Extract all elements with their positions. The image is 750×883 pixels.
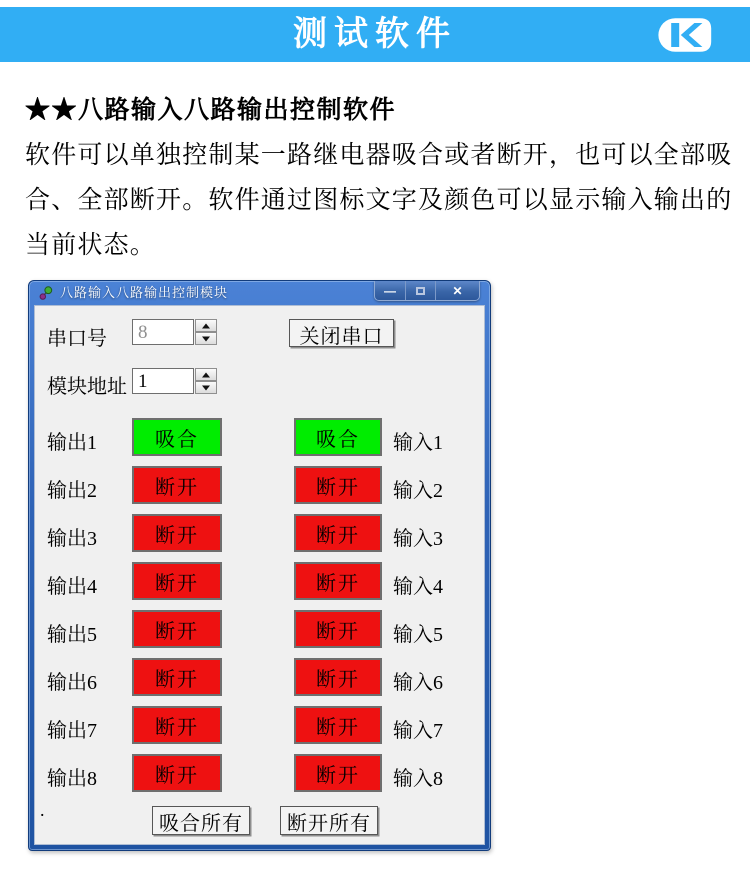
output-label: 输出8 bbox=[47, 768, 97, 790]
triangle-down-icon bbox=[202, 336, 210, 341]
input-state-indicator: 断开 bbox=[294, 610, 382, 648]
output-label: 输出1 bbox=[47, 432, 97, 454]
intro-paragraph bbox=[25, 133, 733, 268]
io-row-8 bbox=[35, 754, 484, 792]
input-label: 输入3 bbox=[393, 528, 443, 550]
input-state-indicator: 断开 bbox=[294, 466, 382, 504]
minimize-button[interactable]: — bbox=[375, 281, 405, 300]
module-address-spinner bbox=[195, 368, 217, 394]
output-label: 输出4 bbox=[47, 576, 97, 598]
io-row-2 bbox=[35, 466, 484, 504]
input-state-indicator: 断开 bbox=[294, 658, 382, 696]
input-label: 输入1 bbox=[393, 432, 443, 454]
triangle-up-icon bbox=[202, 372, 210, 377]
input-label: 输入5 bbox=[393, 624, 443, 646]
input-state-indicator: 断开 bbox=[294, 514, 382, 552]
input-label: 输入7 bbox=[393, 720, 443, 742]
output-state-button[interactable]: 断开 bbox=[132, 514, 222, 552]
output-label: 输出3 bbox=[47, 528, 97, 550]
serial-port-label: 串口号 bbox=[47, 328, 107, 350]
triangle-down-icon bbox=[202, 385, 210, 390]
io-row-4 bbox=[35, 562, 484, 600]
app-window bbox=[28, 280, 491, 851]
input-label: 输入2 bbox=[393, 480, 443, 502]
intro-line-1: 软件可以单独控制某一路继电器吸合或者断开，也可以全部吸 bbox=[25, 142, 733, 169]
engage-all-button[interactable]: 吸合所有 bbox=[152, 806, 250, 835]
page-header bbox=[0, 7, 750, 62]
close-button[interactable]: ✕ bbox=[435, 281, 479, 300]
spin-down-button[interactable] bbox=[195, 332, 217, 345]
k-mark-icon bbox=[656, 13, 712, 57]
square-outline-icon bbox=[416, 287, 425, 295]
input-state-indicator: 吸合 bbox=[294, 418, 382, 456]
io-row-7 bbox=[35, 706, 484, 744]
window-title: 八路输入八路输出控制模块 bbox=[60, 285, 229, 300]
close-serial-button[interactable]: 关闭串口 bbox=[289, 319, 394, 347]
output-label: 输出7 bbox=[47, 720, 97, 742]
input-label: 输入6 bbox=[393, 672, 443, 694]
input-state-indicator: 断开 bbox=[294, 754, 382, 792]
window-titlebar[interactable] bbox=[29, 281, 490, 305]
spin-up-button[interactable] bbox=[195, 368, 217, 381]
intro-heading: ★★八路输入八路输出控制软件 bbox=[25, 97, 397, 124]
module-address-label: 模块地址 bbox=[47, 376, 127, 398]
output-state-button[interactable]: 断开 bbox=[132, 610, 222, 648]
io-row-3 bbox=[35, 514, 484, 552]
input-state-indicator: 断开 bbox=[294, 562, 382, 600]
serial-port-input[interactable] bbox=[132, 319, 194, 345]
serial-port-spinner bbox=[195, 319, 217, 345]
output-state-button[interactable]: 断开 bbox=[132, 658, 222, 696]
io-row-6 bbox=[35, 658, 484, 696]
spin-down-button[interactable] bbox=[195, 381, 217, 394]
output-state-button[interactable]: 吸合 bbox=[132, 418, 222, 456]
output-label: 输出5 bbox=[47, 624, 97, 646]
open-all-button[interactable]: 断开所有 bbox=[280, 806, 378, 835]
input-state-indicator: 断开 bbox=[294, 706, 382, 744]
intro-line-2: 合、全部断开。软件通过图标文字及颜色可以显示输入输出的 bbox=[25, 187, 733, 214]
app-icon bbox=[38, 285, 54, 301]
input-label: 输入8 bbox=[393, 768, 443, 790]
output-state-button[interactable]: 断开 bbox=[132, 562, 222, 600]
output-state-button[interactable]: 断开 bbox=[132, 466, 222, 504]
maximize-button[interactable] bbox=[405, 281, 435, 300]
window-client-area bbox=[34, 305, 485, 845]
module-address-input[interactable] bbox=[132, 368, 194, 394]
io-row-5 bbox=[35, 610, 484, 648]
window-controls bbox=[374, 281, 480, 301]
input-label: 输入4 bbox=[393, 576, 443, 598]
output-label: 输出2 bbox=[47, 480, 97, 502]
spin-up-button[interactable] bbox=[195, 319, 217, 332]
stray-dot: . bbox=[40, 800, 45, 820]
page-title: 测试软件 bbox=[293, 16, 457, 53]
output-state-button[interactable]: 断开 bbox=[132, 706, 222, 744]
io-row-1 bbox=[35, 418, 484, 456]
output-state-button[interactable]: 断开 bbox=[132, 754, 222, 792]
intro-line-3: 当前状态。 bbox=[25, 232, 157, 259]
triangle-up-icon bbox=[202, 323, 210, 328]
output-label: 输出6 bbox=[47, 672, 97, 694]
